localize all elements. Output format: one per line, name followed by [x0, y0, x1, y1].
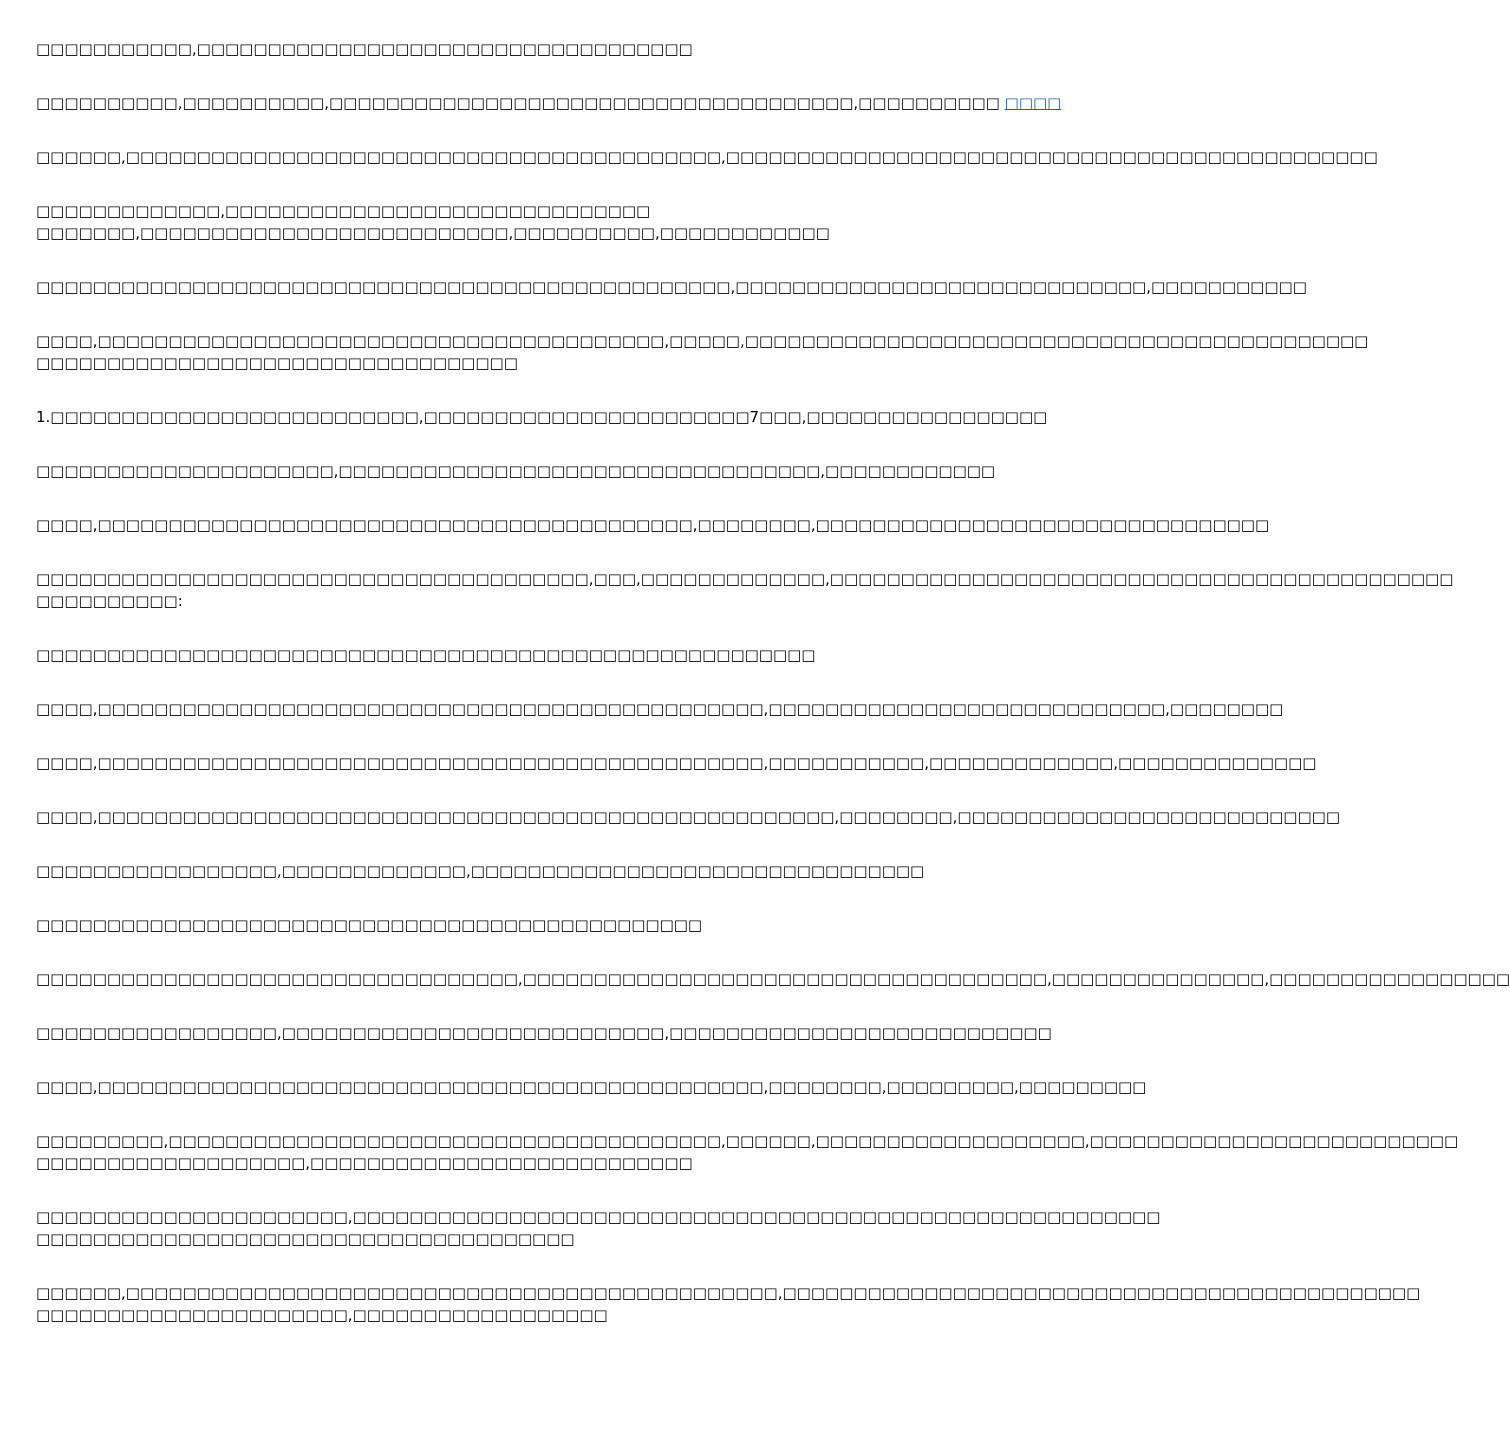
- paragraph-line: □□□□□□□□□,□□□□□□□□□□□□□□□□□□□□□□□□□□□□□□□□□□□□□□□,□□□□□□,□□□□□□□□□□□□□□□□□□□,□□□□□□□□□□□□□□□□□□□□□□□□□□: [36, 1132, 1459, 1150]
- paragraph-3: [36, 146, 1378, 168]
- paragraph-12: [36, 698, 1284, 720]
- paragraph-13: [36, 752, 1317, 774]
- paragraph-line: 1.□□□□□□□□□□□□□□□□□□□□□□□□□□,□□□□□□□□□□□□□□□□□□□□□□□7□□□,□□□□□□□□□□□□□□□□□: [36, 408, 1048, 426]
- paragraph-6: [36, 330, 1369, 374]
- paragraph-line: □□□□□□□□□□□□□□□□□□□□□□□□□□□□□□□□□□□□□□□□□□□□□□□□□□□□□□□: [36, 646, 816, 664]
- paragraph-line: □□□□□□□□□□□□□□□□□□□□□□□□□□□□□□□□□□□□□□□,□□□,□□□□□□□□□□□□□,□□□□□□□□□□□□□□□□□□□□□□□□□□□□□□□□□□□□□□□□□□□□: [36, 570, 1454, 588]
- paragraph-4: [36, 200, 990, 244]
- paragraph-17: [36, 968, 1510, 990]
- paragraph-line: □□□□□□□□□□□□□□□□□□□□□□□□□□□□□□□□□□□□□□: [36, 1230, 575, 1248]
- paragraph-line: □□□□,□□□□□□□□□□□□□□□□□□□□□□□□□□□□□□□□□□□□□□□□□□□□□□□,□□□□□□□□□□□□□□□□□□□□□□□□□□□□,□□□□□□□□: [36, 700, 1284, 718]
- paragraph-14: [36, 806, 1340, 828]
- paragraph-line: □□□□,□□□□□□□□□□□□□□□□□□□□□□□□□□□□□□□□□□□□□□□□□□□□□□□,□□□□□□□□,□□□□□□□□□,□□□□□□□□□: [36, 1078, 1147, 1096]
- paragraph-line: □□□□□□,□□□□□□□□□□□□□□□□□□□□□□□□□□□□□□□□□□□□□□□□□□□□□□,□□□□□□□□□□□□□□□□□□□□□□□□□□□□□□□□□□□□□□□□□□□□□: [36, 1284, 1421, 1302]
- paragraph-line: □□□□,□□□□□□□□□□□□□□□□□□□□□□□□□□□□□□□□□□□□□□□□,□□□□□,□□□□□□□□□□□□□□□□□□□□□□□□□□□□□□□□□□□□□□□□□□□□: [36, 332, 1369, 350]
- paragraph-line: □□□□□□□□□□□□□□□□□□□□□□,□□□□□□□□□□□□□□□□□□□□□□□□□□□□□□□□□□□□□□□□□□□□□□□□□□□□□□□□□: [36, 1208, 1161, 1226]
- paragraph-22: [36, 1282, 1421, 1326]
- paragraph-line: □□□□□□□□□□□□□□□□□,□□□□□□□□□□□□□,□□□□□□□□□□□□□□□□□□□□□□□□□□□□□□□□: [36, 862, 925, 880]
- paragraph-line: □□□□□□□□□□□□□□□□□□□□□,□□□□□□□□□□□□□□□□□□□□□□□□□□□□□□□□□□,□□□□□□□□□□□□: [36, 462, 996, 480]
- paragraph-11: [36, 644, 990, 666]
- paragraph-1: [36, 38, 990, 60]
- document-body: [36, 38, 1510, 1358]
- paragraph-line: □□□□□□□□□□□,□□□□□□□□□□□□□□□□□□□□□□□□□□□□□□□□□□□: [36, 40, 693, 58]
- paragraph-text: □□□□□□□□□□,□□□□□□□□□□,□□□□□□□□□□□□□□□□□□□□□□□□□□□□□□□□□□□□□,□□□□□□□□□□: [36, 94, 1000, 112]
- paragraph-18: [36, 1022, 1052, 1044]
- paragraph-line: □□□□,□□□□□□□□□□□□□□□□□□□□□□□□□□□□□□□□□□□□□□□□□□□□□□□,□□□□□□□□□□□,□□□□□□□□□□□□□,□□□□□□□□□□□□□□: [36, 754, 1317, 772]
- paragraph-15: [36, 860, 990, 882]
- paragraph-line: □□□□□□□□□□□□□□□□□□□,□□□□□□□□□□□□□□□□□□□□□□□□□□□: [36, 1154, 693, 1172]
- paragraph-19: [36, 1076, 1147, 1098]
- paragraph-7: [36, 406, 1048, 428]
- paragraph-5: [36, 276, 1307, 298]
- paragraph-16: [36, 914, 990, 936]
- paragraph-line: □□□□□□□□□□□□□,□□□□□□□□□□□□□□□□□□□□□□□□□□□□□□: [36, 202, 651, 220]
- paragraph-line: □□□□,□□□□□□□□□□□□□□□□□□□□□□□□□□□□□□□□□□□□□□□□□□□□□□□□□□□□,□□□□□□□□,□□□□□□□□□□□□□□□□□□□□□□□□□□□: [36, 808, 1340, 826]
- paragraph-line: □□□□□□,□□□□□□□□□□□□□□□□□□□□□□□□□□□□□□□□□□□□□□□□□□,□□□□□□□□□□□□□□□□□□□□□□□□□□□□□□□□□□□□□□□□□□□□□□: [36, 148, 1378, 166]
- paragraph-20: [36, 1130, 1459, 1174]
- paragraph-line: □□□□□□□□□□□□□□□□□□□□□□□□□□□□□□□□□□: [36, 354, 518, 372]
- paragraph-line: □□□□□□□□□□□□□□□□□□□□□□□□□□□□□□□□□□□□□□□□□□□□□□□: [36, 916, 703, 934]
- paragraph-line: □□□□□□□□□□□□□□□□□□□□□□,□□□□□□□□□□□□□□□□□□: [36, 1306, 608, 1324]
- paragraph-line: □□□□,□□□□□□□□□□□□□□□□□□□□□□□□□□□□□□□□□□□□□□□□□□,□□□□□□□□,□□□□□□□□□□□□□□□□□□□□□□□□□□□□□□□□: [36, 516, 1270, 534]
- paragraph-line: □□□□□□□□□□:: [36, 592, 183, 610]
- paragraph-line: [36, 92, 1062, 114]
- paragraph-2: [36, 92, 1062, 114]
- paragraph-21: [36, 1206, 1161, 1250]
- paragraph-line: □□□□□□□,□□□□□□□□□□□□□□□□□□□□□□□□□□,□□□□□□□□□□,□□□□□□□□□□□□: [36, 224, 830, 242]
- paragraph-line: □□□□□□□□□□□□□□□□□□□□□□□□□□□□□□□□□□□□□□□□□□□□□□□□□,□□□□□□□□□□□□□□□□□□□□□□□□□□□□□,□□□□□□□□□□□: [36, 278, 1307, 296]
- paragraph-8: [36, 460, 996, 482]
- inline-link[interactable]: □□□□: [1004, 94, 1062, 112]
- paragraph-line: □□□□□□□□□□□□□□□□□□□□□□□□□□□□□□□□□□,□□□□□□□□□□□□□□□□□□□□□□□□□□□□□□□□□□□□□,□□□□□□□□□□□□□□□,□□□□□□□□□□□□□□□□□: [36, 970, 1510, 988]
- paragraph-line: □□□□□□□□□□□□□□□□□,□□□□□□□□□□□□□□□□□□□□□□□□□□□,□□□□□□□□□□□□□□□□□□□□□□□□□□□: [36, 1024, 1052, 1042]
- paragraph-9: [36, 514, 1270, 536]
- paragraph-10: [36, 568, 1454, 612]
